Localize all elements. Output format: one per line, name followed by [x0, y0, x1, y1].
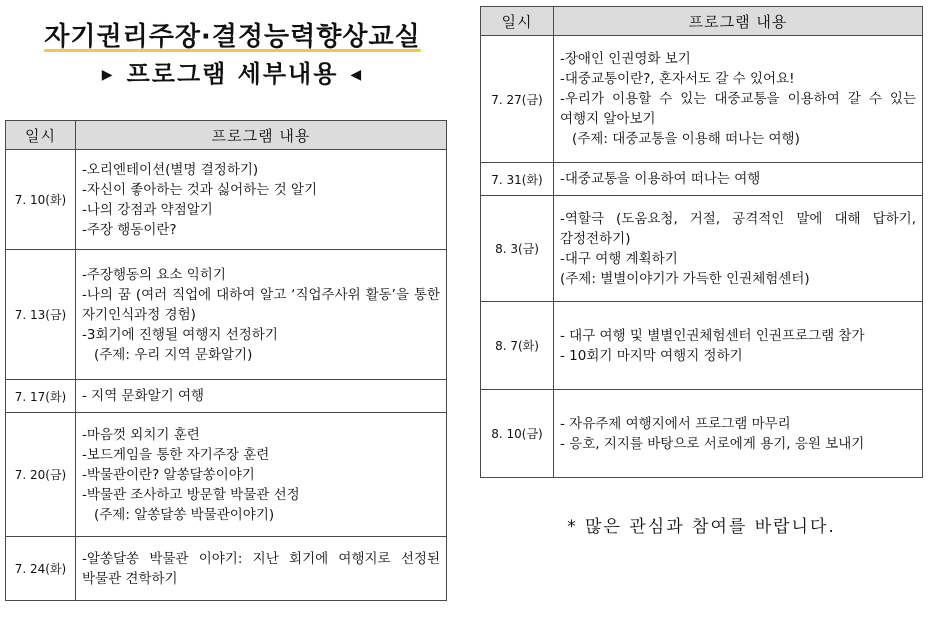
table-row	[481, 36, 923, 163]
table-header-row	[6, 121, 447, 150]
table-header-row	[481, 7, 923, 36]
page-title	[0, 20, 465, 93]
table-row	[6, 250, 447, 380]
program-line: - 지역 문화알기 여행	[82, 388, 205, 404]
program-line: (주제: 알쏭달쏭 박물관이야기)	[94, 506, 275, 523]
title-sub	[0, 56, 465, 93]
left-triangle-icon: ◀	[350, 67, 364, 83]
program-line: -보드게임을 통한 자기주장 훈련	[82, 446, 270, 463]
row-date: 7. 17(화)	[6, 380, 76, 413]
row-program	[76, 537, 447, 601]
table-row	[6, 537, 447, 601]
program-line: -자신이 좋아하는 것과 싫어하는 것 알기	[82, 181, 317, 198]
row-program	[554, 36, 923, 163]
table-row	[481, 163, 923, 196]
row-date: 8. 7(화)	[481, 302, 554, 390]
program-line: -대중교통이란?, 혼자서도 갈 수 있어요!	[560, 71, 795, 87]
row-program	[554, 302, 923, 390]
program-line: -마음껏 외치기 훈련	[82, 426, 200, 443]
row-program	[76, 380, 447, 413]
program-line: -주장행동의 요소 익히기	[82, 266, 226, 283]
program-line: -장애인 인권영화 보기	[560, 51, 691, 67]
row-program	[554, 390, 923, 478]
program-line: -대중교통을 이용하여 떠나는 여행	[560, 171, 761, 187]
program-line: -나의 꿈 (여러 직업에 대하여 알고 ‘직업주사위 활동’을 통한 자기인식과정 경험)	[82, 286, 440, 323]
program-line: -나의 강점과 약점알기	[82, 201, 213, 218]
header-program: 프로그램 내용	[554, 7, 923, 36]
schedule-table-left	[5, 120, 447, 601]
closing-note: * 많은 관심과 참여를 바랍니다.	[567, 517, 836, 537]
header-date: 일시	[481, 7, 554, 36]
row-date: 7. 31(화)	[481, 163, 554, 196]
program-line: (주제: 우리 지역 문화알기)	[94, 346, 253, 363]
table-row	[481, 390, 923, 478]
row-date: 8. 10(금)	[481, 390, 554, 478]
program-line: - 10회기 마지막 여행지 정하기	[560, 347, 743, 364]
program-line: -3회기에 진행될 여행지 선정하기	[82, 326, 278, 343]
table-row	[481, 196, 923, 302]
schedule-table-right	[480, 6, 923, 478]
row-program	[76, 413, 447, 537]
program-line: -주장 행동이란?	[82, 221, 177, 238]
program-line: -박물관이란? 알쏭달쏭이야기	[82, 466, 255, 483]
row-date: 7. 20(금)	[6, 413, 76, 537]
table-row	[6, 413, 447, 537]
program-line: -알쏭달쏭 박물관 이야기: 지난 회기에 여행지로 선정된 박물관 견학하기	[82, 550, 440, 587]
program-line: -우리가 이용할 수 있는 대중교통을 이용하여 갈 수 있는 여행지 알아보기	[560, 91, 916, 127]
program-line: (주제: 별별이야기가 가득한 인권체험센터)	[560, 270, 810, 287]
program-line: - 대구 여행 및 별별인권체험센터 인권프로그램 참가	[560, 327, 865, 344]
row-date: 7. 10(화)	[6, 150, 76, 250]
right-triangle-icon: ▶	[101, 67, 115, 83]
program-line: -박물관 조사하고 방문할 박물관 선정	[82, 486, 300, 503]
program-line: -대구 여행 계획하기	[560, 250, 678, 267]
row-date: 7. 27(금)	[481, 36, 554, 163]
title-main: 자기권리주장·결정능력향상교실	[44, 22, 421, 52]
row-date: 8. 3(금)	[481, 196, 554, 302]
title-sub-text: 프로그램 세부내용	[126, 60, 339, 88]
row-program	[554, 196, 923, 302]
program-line: (주제: 대중교통을 이용해 떠나는 여행)	[572, 131, 800, 147]
row-date: 7. 13(금)	[6, 250, 76, 380]
header-date: 일시	[6, 121, 76, 150]
program-line: - 자유주제 여행지에서 프로그램 마무리	[560, 415, 791, 432]
row-date: 7. 24(화)	[6, 537, 76, 601]
row-program	[554, 163, 923, 196]
table-row	[6, 150, 447, 250]
program-line: -역할극 (도움요청, 거절, 공격적인 말에 대해 답하기, 감정전하기)	[560, 210, 916, 247]
table-row	[6, 380, 447, 413]
program-line: - 응호, 지지를 바탕으로 서로에게 용기, 응원 보내기	[560, 435, 865, 452]
header-program: 프로그램 내용	[76, 121, 447, 150]
row-program	[76, 250, 447, 380]
table-row	[481, 302, 923, 390]
program-line: -오리엔테이션(별명 결정하기)	[82, 161, 259, 178]
row-program	[76, 150, 447, 250]
